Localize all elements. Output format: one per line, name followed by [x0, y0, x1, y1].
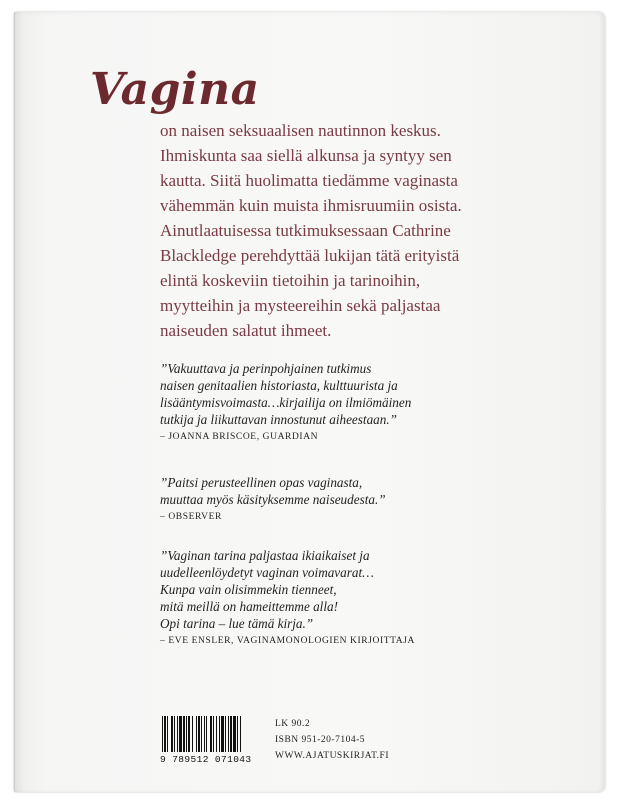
barcode-bar: [225, 716, 226, 752]
barcode-bar: [186, 716, 187, 752]
barcode-bar: [196, 716, 197, 752]
book-title: Vagina: [90, 64, 260, 115]
blurb-line: myytteihin ja mysteereihin sekä paljastaa: [160, 296, 441, 315]
barcode-bar: [216, 716, 217, 752]
barcode-bar: [237, 716, 238, 752]
barcode-bar: [221, 716, 224, 752]
isbn-text: ISBN 951-20-7104-5: [275, 735, 366, 745]
quote-attribution: – JOANNA BRISCOE, GUARDIAN: [160, 432, 319, 442]
blurb-line: on naisen seksuaalisen nautinnon keskus.: [160, 121, 441, 140]
review-quote-observer: [160, 474, 386, 522]
barcode-bar: [192, 716, 193, 752]
quote-attribution: – OBSERVER: [160, 512, 222, 522]
barcode-bar: [171, 716, 173, 752]
blurb-line: vähemmän kuin muista ihmisruumiin osista.: [160, 196, 462, 215]
barcode-bar: [210, 716, 212, 752]
blurb-line: Blackledge perehdyttää lukijan tätä erityistä: [160, 246, 460, 265]
quote-attribution: – EVE ENSLER, VAGINAMONOLOGIEN KIRJOITTAJA: [160, 636, 415, 646]
quote-line: naisen genitaalien historiasta, kulttuurista ja: [160, 378, 398, 393]
publication-info: [275, 716, 389, 764]
quote-line: ”Vaginan tarina paljastaa ikiaikaiset ja: [160, 548, 370, 563]
quote-line: muuttaa myös käsityksemme naiseudesta.”: [160, 492, 386, 507]
publisher-url: WWW.AJATUSKIRJAT.FI: [275, 751, 389, 761]
quote-line: ”Paitsi perusteellinen opas vaginasta,: [160, 475, 363, 490]
blurb-line: kautta. Siitä huolimatta tiedämme vaginasta: [160, 171, 458, 190]
quote-line: ”Vakuuttava ja perinpohjainen tutkimus: [160, 361, 372, 376]
barcode-bar: [162, 716, 163, 752]
review-quote-ensler: [160, 547, 415, 646]
quote-line: uudelleenlöydetyt vaginan voimavarat…: [160, 565, 374, 580]
barcode-bar: [174, 716, 175, 752]
quote-line: Opi tarina – lue tämä kirja.”: [160, 616, 314, 631]
barcode-bar: [164, 716, 166, 752]
quote-line: Kunpa vain olisimmekin tienneet,: [160, 582, 337, 597]
barcode-bar: [183, 716, 185, 752]
barcode-bar: [167, 716, 168, 752]
blurb-line: Ainutlaatuisessa tutkimuksessaan Cathrine: [160, 221, 451, 240]
blurb-line: naiseuden salatut ihmeet.: [160, 321, 332, 340]
barcode-bar: [228, 716, 229, 752]
barcode-bar: [206, 716, 207, 752]
barcode-bar: [219, 716, 220, 752]
barcode-bar: [230, 716, 232, 752]
barcode-bar: [198, 716, 200, 752]
library-class: LK 90.2: [275, 719, 311, 729]
barcode-bar: [240, 716, 241, 752]
quote-line: mitä meillä on hameittemme alla!: [160, 599, 338, 614]
quote-line: tutkija ja liikuttavan innostunut aiheestaan.”: [160, 412, 397, 427]
review-quote-guardian: [160, 360, 411, 442]
quote-line: lisääntymisvoimasta…kirjailija on ilmiömäinen: [160, 395, 412, 410]
barcode-bar: [204, 716, 205, 752]
blurb-line: elintä koskeviin tietoihin ja tarinoihin,: [160, 271, 421, 290]
barcode-bar: [213, 716, 214, 752]
cover-spine-shadow: [14, 12, 24, 792]
barcode-bar: [201, 716, 202, 752]
blurb-line: Ihmiskunta saa siellä alkunsa ja syntyy sen: [160, 146, 452, 165]
barcode-bar: [233, 716, 236, 752]
barcode-bar: [177, 716, 178, 752]
barcode-bar: [179, 716, 182, 752]
book-blurb: [160, 118, 460, 343]
barcode-bar: [188, 716, 190, 752]
barcode-number: 9 789512 071043: [160, 754, 252, 765]
